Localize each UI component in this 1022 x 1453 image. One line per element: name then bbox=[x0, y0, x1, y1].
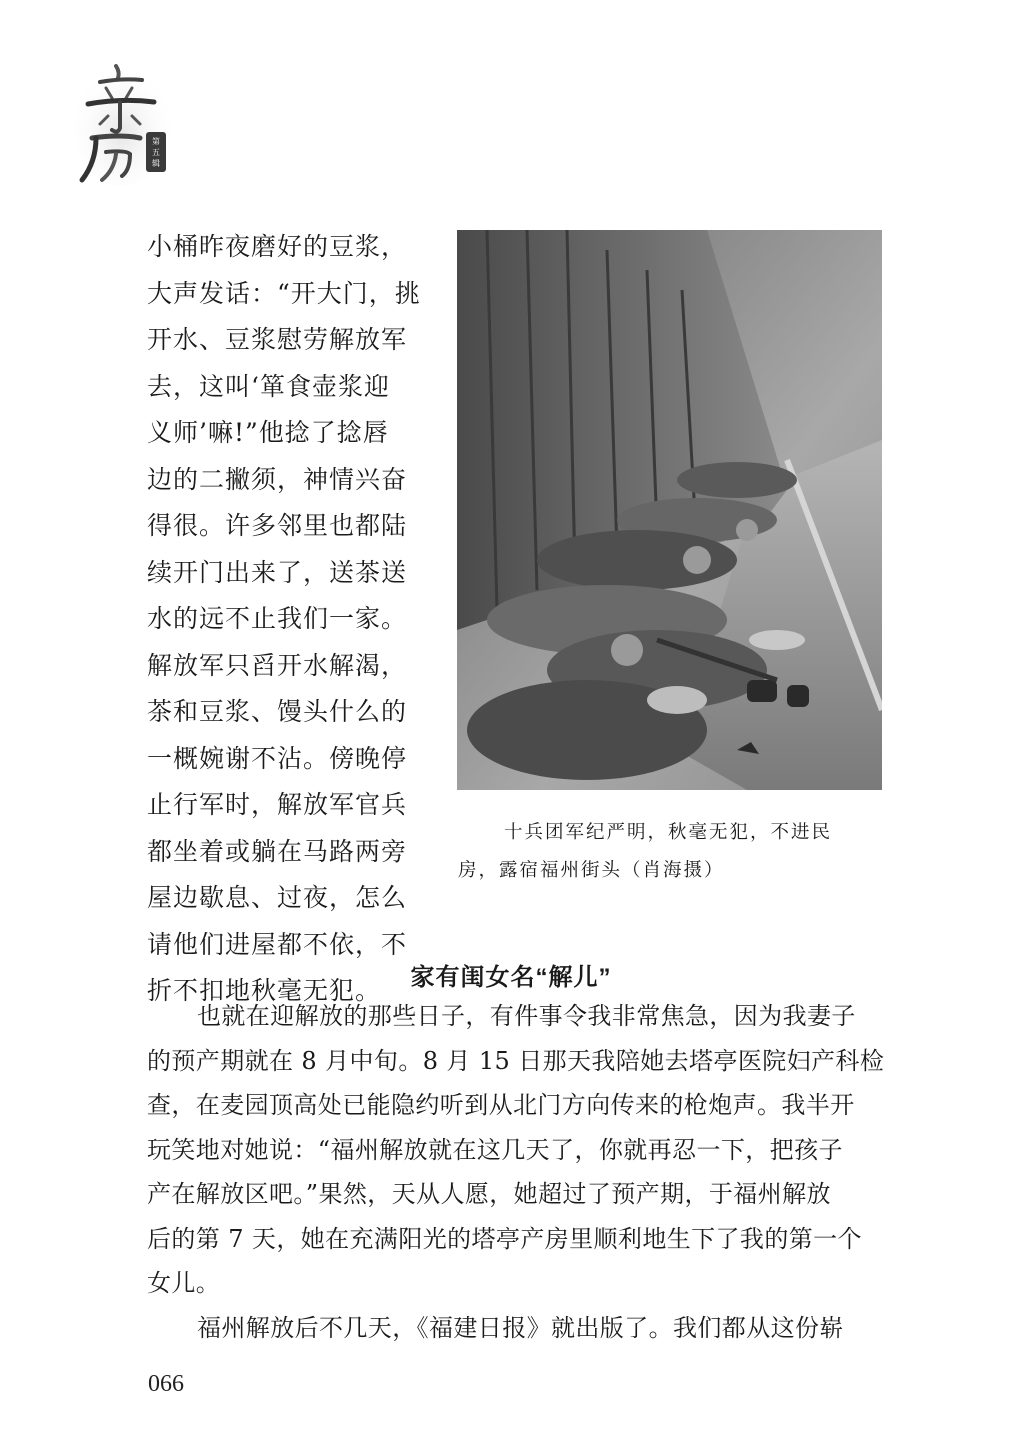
left-text-column bbox=[147, 224, 427, 1015]
caption-line: 十兵团军纪严明，秋毫无犯，不进民 bbox=[504, 822, 833, 843]
text-line: 屋边歇息、过夜，怎么 bbox=[147, 883, 408, 912]
text-line: 边的二撇须，神情兴奋 bbox=[147, 464, 408, 494]
text-line: 义师’嘛!”他捻了捻唇 bbox=[147, 418, 389, 447]
text-line: 一概婉谢不沾。傍晚停 bbox=[147, 743, 408, 773]
text-line: 解放军只舀开水解渴， bbox=[147, 650, 408, 680]
text-line: 水的远不止我们一家。 bbox=[147, 604, 408, 633]
section-body bbox=[147, 994, 892, 1350]
paragraph-line: 也就在迎解放的那些日子，有件事令我非常焦急，因为我妻子 bbox=[197, 1002, 856, 1030]
svg-text:五: 五 bbox=[152, 148, 160, 157]
paragraph-line: 女儿。 bbox=[147, 1269, 221, 1297]
paragraph-line: 玩笑地对她说：“福州解放就在这几天了，你就再忍一下，把孩子 bbox=[147, 1135, 843, 1164]
photo-caption bbox=[458, 814, 890, 890]
page-number: 066 bbox=[148, 1371, 184, 1397]
text-line: 得很。许多邻里也都陆 bbox=[147, 511, 408, 540]
text-line: 都坐着或躺在马路两旁 bbox=[147, 836, 408, 866]
paragraph-line: 的预产期就在 8 月中旬。8 月 15 日那天我陪她去塔亭医院妇产科检 bbox=[147, 1046, 885, 1075]
text-line: 请他们进屋都不依，不 bbox=[147, 929, 408, 959]
text-line: 去，这叫‘箪食壶浆迎 bbox=[147, 371, 390, 401]
text-line: 续开门出来了，送茶送 bbox=[147, 557, 408, 587]
text-line: 小桶昨夜磨好的豆浆， bbox=[147, 232, 408, 261]
text-line: 茶和豆浆、馒头什么的 bbox=[147, 697, 408, 726]
book-series-logo bbox=[70, 58, 170, 188]
paragraph-line: 后的第 7 天，她在充满阳光的塔亭产房里顺利地生下了我的第一个 bbox=[147, 1224, 862, 1253]
text-line: 止行军时，解放军官兵 bbox=[147, 790, 408, 819]
svg-text:第: 第 bbox=[152, 137, 160, 146]
paragraph-line: 查，在麦园顶高处已能隐约听到从北门方向传来的枪炮声。我半开 bbox=[147, 1091, 855, 1119]
paragraph-line: 产在解放区吧。”果然，天从人愿，她超过了预产期，于福州解放 bbox=[147, 1180, 831, 1208]
text-line: 折不扣地秋毫无犯。 bbox=[147, 976, 382, 1005]
logo-calligraphy-icon bbox=[70, 58, 170, 188]
paragraph-line: 福州解放后不几天，《福建日报》就出版了。我们都从这份崭 bbox=[197, 1313, 844, 1342]
historical-photo bbox=[457, 230, 882, 790]
soldiers-resting-street-photo bbox=[457, 230, 882, 790]
section-title: 家有闺女名“解儿” bbox=[410, 964, 612, 991]
caption-line: 房，露宿福州街头（肖海摄） bbox=[458, 860, 725, 881]
svg-text:辑: 辑 bbox=[152, 159, 160, 168]
text-line: 开水、豆浆慰劳解放军 bbox=[147, 325, 408, 354]
text-line: 大声发话：“开大门，挑 bbox=[147, 278, 421, 308]
